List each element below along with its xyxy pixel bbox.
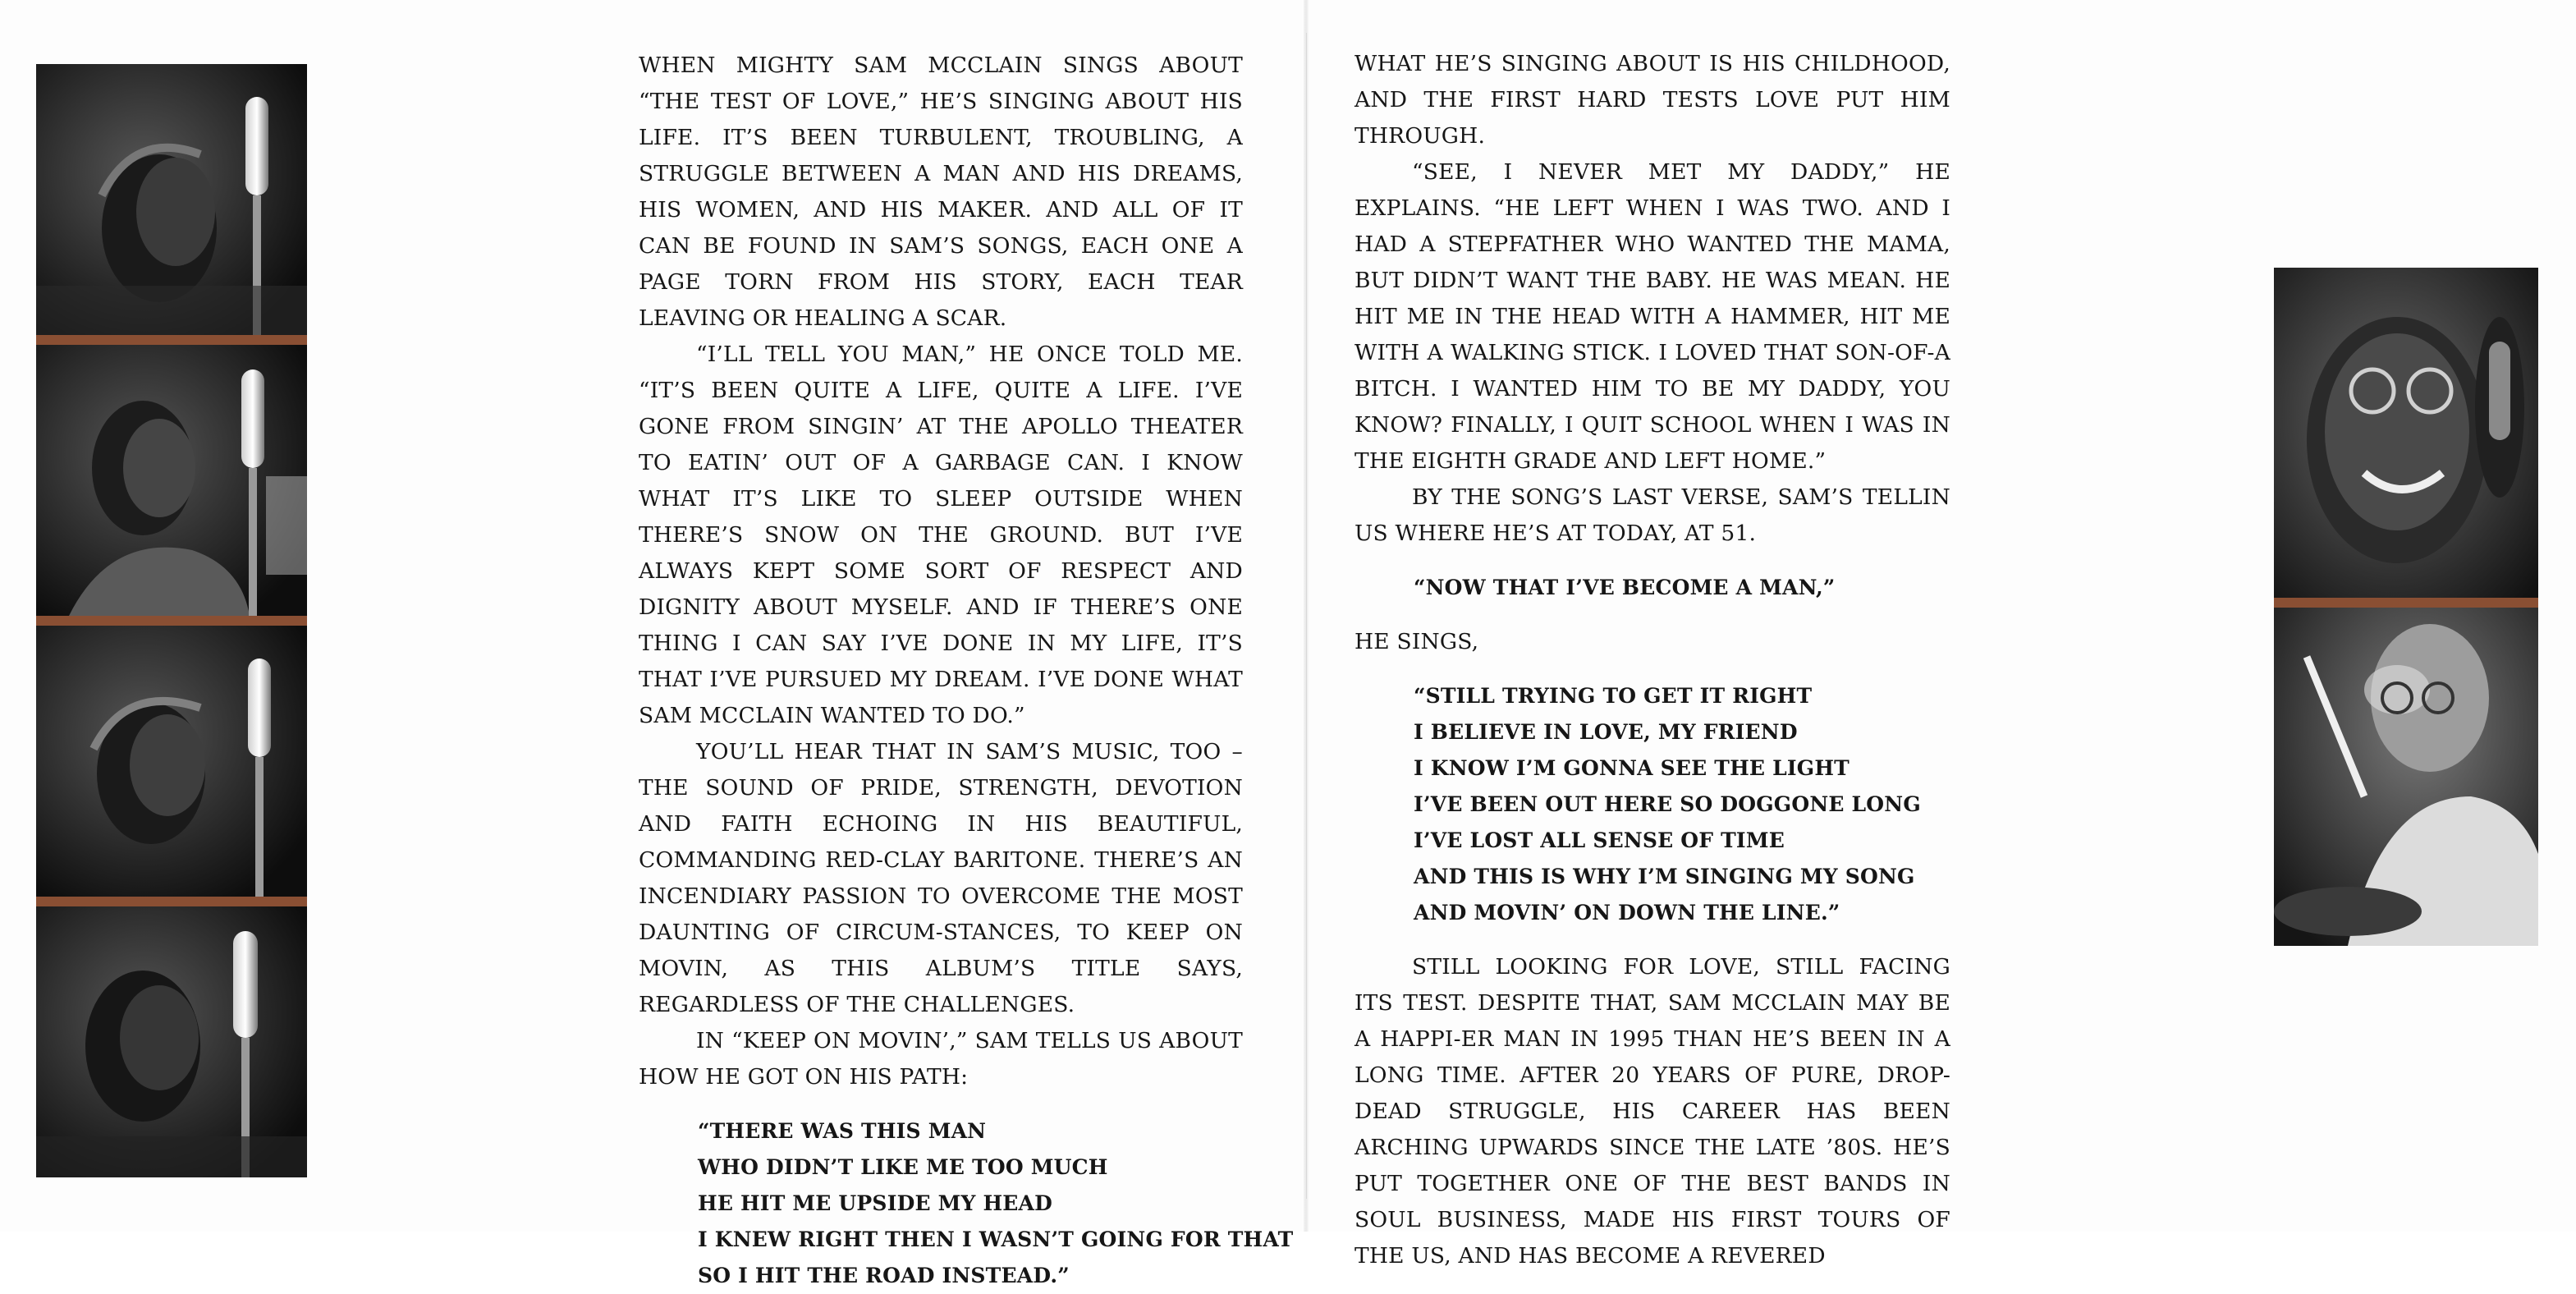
left-paragraph-4: IN “KEEP ON MOVIN’,” SAM TELLS US ABOUT HOW HE GOT ON HIS PATH: — [639, 1028, 1243, 1090]
lyric-line: I’VE LOST ALL SENSE OF TIME — [1414, 828, 1785, 852]
right-paragraph-1: WHAT HE’S SINGING ABOUT IS HIS CHILDHOOD, AND THE FIRST HARD TESTS LOVE PUT HIM THROUGH. — [1354, 51, 1950, 149]
lyric-quote-become-a-man: “NOW THAT I’VE BECOME A MAN,” — [1414, 576, 1836, 599]
right-paragraph-4: STILL LOOKING FOR LOVE, STILL FACING ITS TEST. DESPITE THAT, SAM MCCLAIN MAY BE A HAPPI-ER MAN IN 1995 THAN HE’S BEEN IN A LONG TIME. AFTER 20 YEARS OF PURE, DROP-DEAD STRUGGLE, HIS CAREER HAS BEEN ARCHING UPWARDS SINCE THE LATE ’80S. HE’S PUT TOGETHER ONE OF THE BEST BANDS IN SOUL BUSINESS, MADE HIS FIRST TOURS OF THE US, AND HAS BECOME A REVERED — [1354, 954, 1950, 1269]
right-photo-strip — [2274, 268, 2538, 946]
photo-drummer — [2274, 608, 2538, 946]
photo-singer-frame-4 — [36, 906, 307, 1177]
left-photo-strip — [36, 64, 307, 1177]
right-text-column — [1354, 46, 1950, 1274]
lyric-line: HE HIT ME UPSIDE MY HEAD — [698, 1191, 1052, 1215]
lyric-line: “STILL TRYING TO GET IT RIGHT — [1414, 684, 1813, 708]
left-text-column — [639, 48, 1294, 1294]
lyric-line: I KNOW I’M GONNA SEE THE LIGHT — [1414, 756, 1849, 780]
photo-singer-frame-1 — [36, 64, 307, 335]
fold-crease — [1306, 33, 1307, 1199]
left-paragraph-2: “I’LL TELL YOU MAN,” HE ONCE TOLD ME. “IT’S BEEN QUITE A LIFE, QUITE A LIFE. I’VE GONE FROM SINGIN’ AT THE APOLLO THEATER TO EATIN’ OUT OF A GARBAGE CAN. I KNOW WHAT IT’S LIKE TO SLEEP OUTSIDE WHEN THERE’S SNOW ON THE GROUND. BUT I’VE ALWAYS KEPT SOME SORT OF RESPECT AND DIGNITY ABOUT MYSELF. AND IF THERE’S ONE THING I CAN SAY I’VE DONE IN MY LIFE, IT’S THAT I’VE PURSUED MY DREAM. I’VE DONE WHAT SAM MCCLAIN WANTED TO DO.” — [639, 342, 1243, 728]
lyric-line: AND MOVIN’ ON DOWN THE LINE.” — [1414, 901, 1840, 925]
lyrics-keep-on-movin — [639, 1113, 1294, 1294]
lyrics-still-trying — [1354, 678, 1950, 931]
left-paragraph-1: WHEN MIGHTY SAM MCCLAIN SINGS ABOUT “THE TEST OF LOVE,” HE’S SINGING ABOUT HIS LIFE. IT’S BEEN TURBULENT, TROUBLING, A STRUGGLE BETWEEN A MAN AND HIS DREAMS, HIS WOMEN, AND HIS MAKER. AND ALL OF IT CAN BE FOUND IN SAM’S SONGS, EACH ONE A PAGE TORN FROM HIS STORY, EACH TEAR LEAVING OR HEALING A SCAR. — [639, 53, 1243, 331]
lyric-line: “THERE WAS THIS MAN — [698, 1119, 987, 1143]
lyric-line: I’VE BEEN OUT HERE SO DOGGONE LONG — [1414, 792, 1921, 816]
right-paragraph-3: BY THE SONG’S LAST VERSE, SAM’S TELLIN US WHERE HE’S AT TODAY, AT 51. — [1354, 484, 1950, 546]
he-sings-text: HE SINGS, — [1354, 629, 1479, 654]
photo-singer-frame-2 — [36, 345, 307, 616]
lyric-line: I KNEW RIGHT THEN I WASN’T GOING FOR THAT — [698, 1227, 1294, 1251]
left-paragraph-3: YOU’LL HEAR THAT IN SAM’S MUSIC, TOO – THE SOUND OF PRIDE, STRENGTH, DEVOTION AND FAITH ECHOING IN HIS BEAUTIFUL, COMMANDING RED-CLAY BARITONE. THERE’S AN INCENDIARY PASSION TO OVERCOME THE MOST DAUNTING OF CIRCUM-STANCES, TO KEEP ON MOVIN, AS THIS ALBUM’S TITLE SAYS, REGARDLESS OF THE CHALLENGES. — [639, 739, 1243, 1017]
lyric-line: AND THIS IS WHY I’M SINGING MY SONG — [1414, 865, 1915, 888]
lyric-line: SO I HIT THE ROAD INSTEAD.” — [698, 1264, 1070, 1287]
photo-singer-frame-3 — [36, 626, 307, 897]
right-paragraph-2: “SEE, I NEVER MET MY DADDY,” HE EXPLAINS. “HE LEFT WHEN I WAS TWO. AND I HAD A STEPFATHER WHO WANTED THE MAMA, BUT DIDN’T WANT THE BABY. HE WAS MEAN. HE HIT ME IN THE HEAD WITH A HAMMER, HIT ME WITH A WALKING STICK. I LOVED THAT SON-OF-A BITCH. I WANTED HIM TO BE MY DADDY, YOU KNOW? FINALLY, I QUIT SCHOOL WHEN I WAS IN THE EIGHTH GRADE AND LEFT HOME.” — [1354, 159, 1950, 474]
lyric-line: I BELIEVE IN LOVE, MY FRIEND — [1414, 720, 1798, 744]
photo-smiling-singer — [2274, 268, 2538, 598]
lyric-line: WHO DIDN’T LIKE ME TOO MUCH — [698, 1155, 1108, 1179]
